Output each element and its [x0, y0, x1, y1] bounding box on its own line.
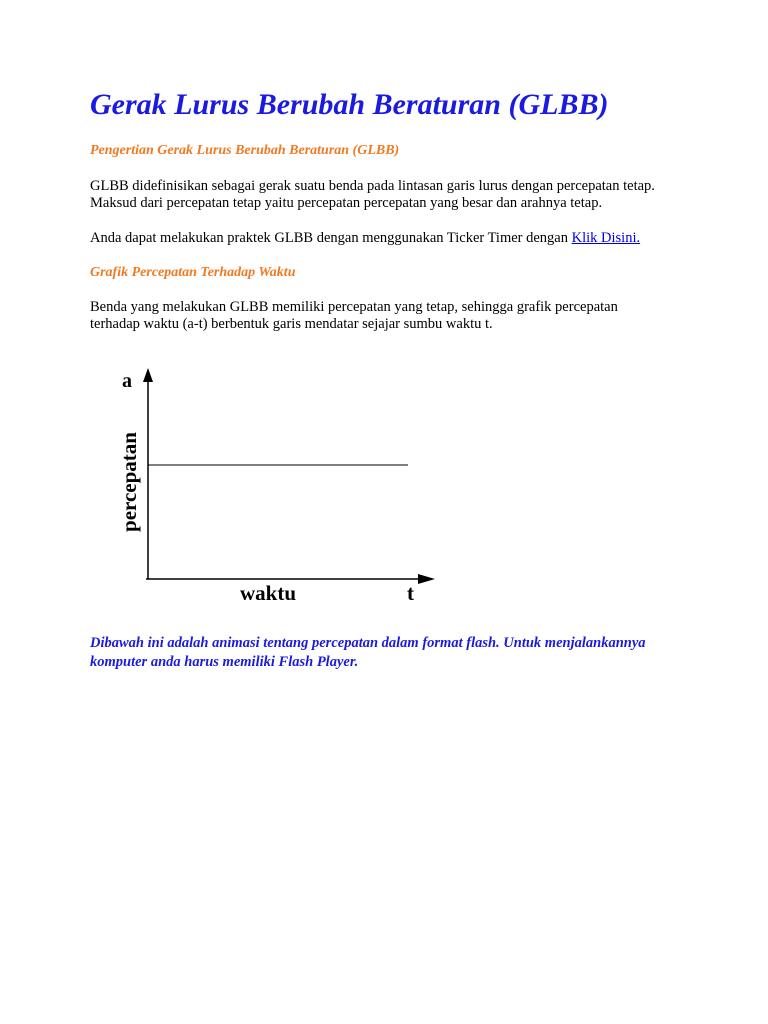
graph-heading: Grafik Percepatan Terhadap Waktu [90, 265, 296, 280]
definition-line-1: GLBB didefinisikan sebagai gerak suatu benda pada lintasan garis lurus dengan percepatan tetap. [90, 178, 655, 194]
practice-paragraph [90, 230, 700, 247]
klik-disini-link[interactable]: Klik Disini. [571, 230, 641, 246]
definition-line-2: Maksud dari percepatan tetap yaitu percepatan percepatan yang besar dan arahnya tetap. [90, 195, 603, 211]
x-axis-symbol: t [407, 581, 414, 605]
graph-paragraph [90, 299, 700, 333]
x-axis-arrow [418, 574, 435, 584]
y-axis-symbol: a [122, 370, 132, 392]
x-axis-label: waktu [239, 581, 297, 605]
definition-paragraph [90, 178, 700, 212]
y-axis-arrow [143, 368, 153, 382]
practice-text: Anda dapat melakukan praktek GLBB dengan menggunakan Ticker Timer dengan [90, 230, 572, 246]
flash-note [90, 634, 710, 672]
graph-line-1: Benda yang melakukan GLBB memiliki percepatan yang tetap, sehingga grafik percepatan [90, 299, 618, 315]
flash-note-line-2: komputer anda harus memiliki Flash Player. [90, 654, 359, 670]
definition-heading: Pengertian Gerak Lurus Berubah Beraturan (GLBB) [90, 143, 400, 158]
acceleration-time-graph [100, 362, 450, 610]
y-axis-label: percepatan [117, 432, 141, 532]
graph-line-2: terhadap waktu (a-t) berbentuk garis mendatar sejajar sumbu waktu t. [90, 316, 493, 332]
flash-note-line-1: Dibawah ini adalah animasi tentang percepatan dalam format flash. Untuk menjalankannya [90, 635, 646, 651]
page-title: Gerak Lurus Berubah Beraturan (GLBB) [90, 88, 609, 121]
